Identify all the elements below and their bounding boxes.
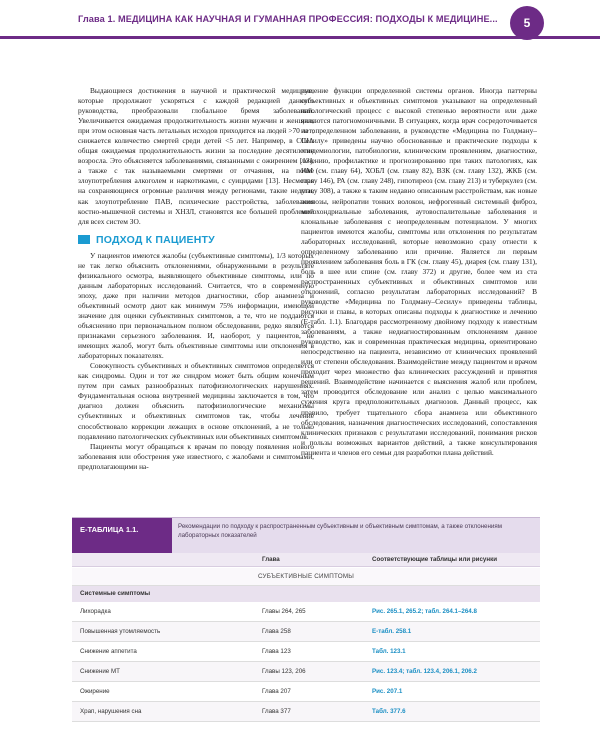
table-row [72,702,540,722]
row-reference-link[interactable]: Табл. 377.6 [372,708,406,715]
column-header-chapter: Глава [262,556,280,563]
right-paragraph-1: рушение функции определенной системы органов. Иногда паттерны субъективных и объективных симптомов указывают на определенный патологический процесс с высокой степенью вероятности или даже являются патогномоничными. В ситуациях, когда врач сосредоточивается на определенном заболевании, в руководстве «Медицина по Голдману–Сесилу» приведены научно обоснованные и практические подходы к эпидемиологии, патобиологии, клиническим проявлениям, диагностике, лечению, профилактике и прогнозированию при таких патологиях, как ИМ (см. главу 64), ХОБЛ (см. главу 82), ВЗК (см. главу 132), ЖКБ (см. главу 146), РА (см. главу 248), гипотиреоз (см. главу 213) и туберкулез (см. главу 308), а также к таким недавно описанным расстройствам, как новые зоонозы, нейропатии тонких волокон, нефрогенный системный фиброз, митохондриальные заболевания, аутовоспалительные заболевания и клональные заболевания с неопределенным потенциалом. У многих пациентов имеются жалобы, симптомы или отклонения по результатам лабораторных исследований, которые невозможно сразу отнести к определенному заболеванию или причине. Является ли первым проявлением заболевания боль в ГК (см. главу 45), диарея (см. главу 131), боль в шее или спине (см. главу 372) и другие, более чем из ста распространенных субъективных и объективных симптомов или отклонений, согласно результатам лабораторных исследований? В руководстве «Медицина по Голдману–Сесилу» приведены таблицы, рисунки и главы, в которых описаны подходы к диагностике и лечению (Е-табл. 1.1). Благодаря рассмотренному двойному подходу к известным заболеваниям, а также недиагностированным отклонениям данное руководство, как и современная практическая медицина, ориентировано непосредственно на пациента, независимо от клинических проявлений или от степени обследования. Взаимодействие между пациентом и врачом проходит через множество фаз клинических рассуждений и принятия решений. Взаимодействие начинается с выяснения жалоб или проблем, затем проводится обследование или анализ с целью максимального сужения круга предположительных диагнозов. Данный процесс, как правило, требует тщательного сбора анамнеза или объективного обследования, назначения диагностических исследований, сопоставления клинических признаков с результатами исследований, понимания рисков и пользы возможных вариантов действий, а также консультирования пациента и членов его семьи для разработки плана действий. [301,86,537,457]
table-row [72,602,540,622]
page-number-badge: 5 [510,6,544,40]
column-header-reference: Соответствующие таблицы или рисунки [372,556,498,563]
row-reference-link[interactable]: Рис. 265.1, 265.2; табл. 264.1–264.8 [372,608,477,615]
table-row [72,662,540,682]
row-symptom: Ожирение [80,688,110,695]
row-symptom: Храп, нарушения сна [80,708,142,715]
row-reference-link[interactable]: Табл. 123.1 [372,648,406,655]
section-heading [78,235,314,245]
systemic-symptoms-heading: Системные симптомы [72,586,540,602]
row-symptom: Повышенная утомляемость [80,628,161,635]
row-chapter: Глава 207 [262,688,291,695]
e-table-header [72,517,540,553]
right-column [301,86,537,458]
row-symptom: Снижение аппетита [80,648,137,655]
row-symptom: Снижение МТ [80,668,120,675]
running-header-title: Глава 1. МЕДИЦИНА КАК НАУЧНАЯ И ГУМАННАЯ ПРОФЕССИЯ: ПОДХОДЫ К МЕДИЦИНЕ... [78,14,498,24]
row-reference-link[interactable]: Е-табл. 258.1 [372,628,412,635]
left-paragraph-4: Пациенты могут обращаться к врачам по поводу появления нового заболевания или обострения уже известного, с жалобами и симптомами, предполагающими на- [78,441,314,471]
left-paragraph-2: У пациентов имеются жалобы (субъективные симптомы), 1/3 которых не так легко объяснить отклонениями, обнаруженными в результате физикального осмотра, выявляющего объективные симптомы, или по данным лабораторных исследований. Считается, что в современную эпоху, даже при наличии методов диагностики, сбор анамнеза и объективный осмотр дают как минимум 75% информации, имеющей значение для оценки субъективных симптомов, а те, что не поддаются объяснению при первоначальном полном обследовании, редко являются признаками серьезного заболевания. И, наоборот, у пациентов, не имеющих жалоб, могут быть объективные симптомы или отклонения в лабораторных показателях. [78,250,314,361]
e-table [72,517,540,750]
row-chapter: Глава 377 [262,708,291,715]
left-column [78,86,314,472]
row-chapter: Главы 123, 206 [262,668,306,675]
left-paragraph-3: Совокупность субъективных и объективных симптомов определяется как синдромы. Один и тот же синдром может быть общим конечным путем при самых разнообразных патофизиологических нарушениях. Фундаментальная основа внутренней медицины заключается в том, что диагноз должен объяснить патофизиологические механизмы субъективных и объективных симптомов так, чтобы лечение способствовало коррекции лежащих в основе отклонений, а не только подавлению патологических субъективных или объективных симптомов. [78,361,314,441]
row-reference-link[interactable]: Рис. 123.4; табл. 123.4, 206.1, 206.2 [372,668,477,675]
e-table-label: Е-ТАБЛИЦА 1.1. [72,518,172,554]
left-paragraph-1: Выдающиеся достижения в научной и практической медицине, которые продолжают ускоряться с каждой редакцией данного руководства, преобразовали глобальное бремя заболеваний. Увеличивается ожидаемая продолжительность жизни мужчин и женщин, при этом основная часть летальных исходов приходится на людей >70 лет; снижается количество смертей среди детей <5 лет. Например, в США общая ожидаемая продолжительность жизни за последние десятилетия возросла. Это объясняется заболеваниями, связанными с ожирением [12], а также с так называемыми смертями от отчаяния, на почве злоупотребления алкоголем и наркотиками, с суицидами [13]. Несмотря на сохраняющиеся огромные различия между регионами, такие недуги, как злоупотребление ПАВ, психические расстройства, заболевания костно-мышечной системы и ХНЗЛ, становятся все большей проблемой для всех систем ЗО. [78,86,314,226]
table-row [72,642,540,662]
table-column-headers [72,553,540,567]
header-divider [0,36,600,39]
row-reference-link[interactable]: Рис. 207.1 [372,688,403,695]
table-row [72,622,540,642]
row-symptom: Лихорадка [80,608,111,615]
row-chapter: Глава 258 [262,628,291,635]
row-chapter: Главы 264, 265 [262,608,306,615]
section-title: ПОДХОД К ПАЦИЕНТУ [96,233,215,246]
e-table-caption: Рекомендации по подходу к распространенным субъективным и объективным симптомам, а также отклонениям лабораторных показателей [178,523,502,539]
row-chapter: Глава 123 [262,648,291,655]
table-row [72,682,540,702]
running-header [0,0,600,38]
section-marker-icon [78,235,90,244]
subjective-symptoms-heading: СУБЪЕКТИВНЫЕ СИМПТОМЫ [72,568,540,586]
